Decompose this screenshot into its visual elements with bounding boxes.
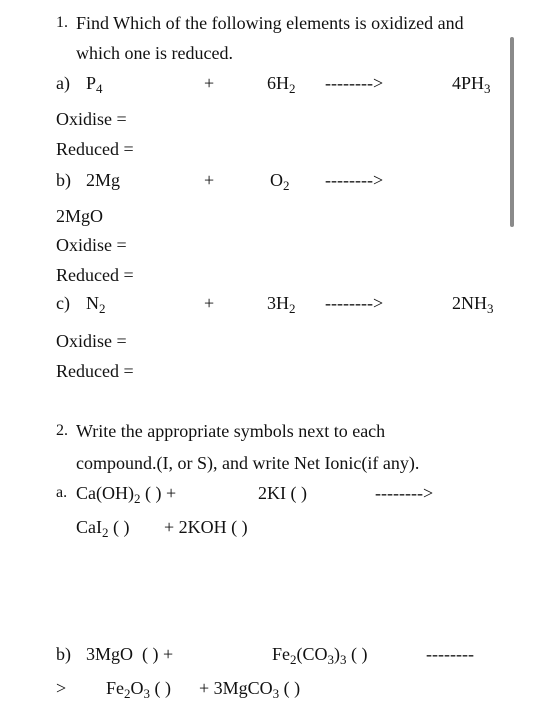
q1c-reactant2: $3H_2$ (267, 293, 296, 316)
q1b-plus: + (204, 170, 215, 190)
q1b-reduced-label: Reduced = (56, 265, 134, 285)
q2a-product2: + 2KOH ( ) (164, 517, 248, 537)
q1a-oxidise-label: Oxidise = (56, 109, 127, 129)
q2a-arrow: --------> (375, 483, 434, 503)
q1b-product: 2MgO (56, 206, 104, 226)
q2b-reactant2: $Fe_2(CO_3)_3$ ( ) (272, 644, 368, 667)
q2b-product1: $Fe_2O_3$ ( ) (106, 678, 171, 701)
q1c-product: $2NH_3$ (452, 293, 494, 316)
q1c-arrow: --------> (325, 293, 384, 313)
q1-number: 1. (56, 14, 68, 31)
q1b-arrow: --------> (325, 170, 384, 190)
q2b-arrow-part2: > (56, 678, 67, 698)
q1c-oxidise-label: Oxidise = (56, 331, 127, 351)
q1a-product: $4PH_3$ (452, 73, 491, 96)
q1c-reduced-label: Reduced = (56, 361, 134, 381)
q1c-label: c) (56, 293, 70, 313)
q1a-label: a) (56, 73, 70, 93)
q2b-label: b) (56, 644, 71, 664)
q1-prompt-line2: which one is reduced. (76, 43, 233, 63)
q1a-reactant1: $P_4$ (86, 73, 103, 96)
q2-prompt-line2: compound.(I, or S), and write Net Ionic(if any). (76, 453, 420, 473)
q1b-reactant1: 2Mg (86, 170, 121, 190)
q2a-reactant1: $Ca(OH)_2$ ( ) + (76, 483, 177, 506)
q1c-reactant1: $N_2$ (86, 293, 106, 316)
q1a-reactant2: $6H_2$ (267, 73, 296, 96)
q2a-label: a. (56, 484, 68, 501)
q1b-label: b) (56, 170, 71, 190)
q2b-reactant1: 3MgO ( ) + (86, 644, 174, 664)
q1b-reactant2: $O_2$ (270, 170, 290, 193)
q1-prompt-line1: Find Which of the following elements is oxidized and (76, 13, 464, 33)
q1b-oxidise-label: Oxidise = (56, 235, 127, 255)
q2-number: 2. (56, 422, 68, 439)
q1c-plus: + (204, 293, 215, 313)
q2a-reactant2: 2KI ( ) (258, 483, 307, 503)
q2b-product2: + 3MgCO$_3$ ( ) (199, 678, 301, 701)
q1a-plus: + (204, 73, 215, 93)
q1a-arrow: --------> (325, 73, 384, 93)
q1a-reduced-label: Reduced = (56, 139, 134, 159)
q2-prompt-line1: Write the appropriate symbols next to each (76, 421, 386, 441)
scrollbar[interactable] (510, 37, 514, 227)
q2a-product1: CaI$_2$ ( ) (76, 517, 130, 540)
q2b-arrow-part1: -------- (426, 644, 474, 664)
